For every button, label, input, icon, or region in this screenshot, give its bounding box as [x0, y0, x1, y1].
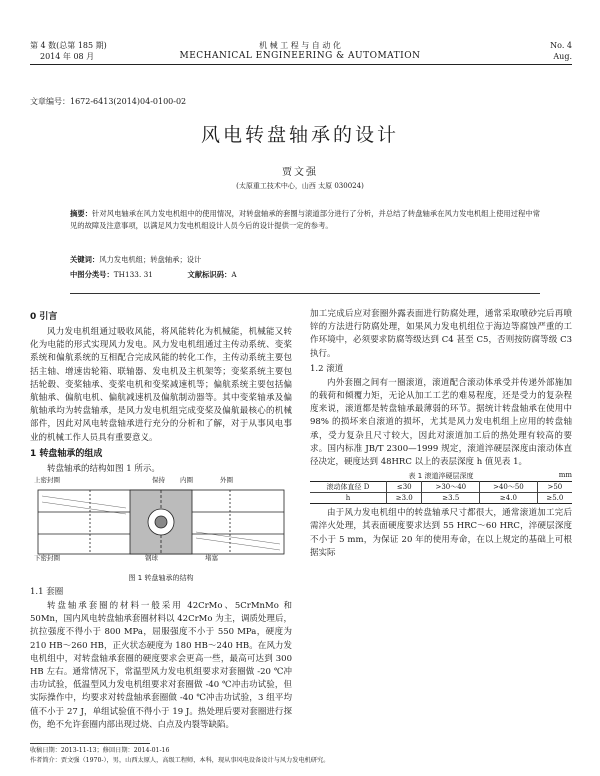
section-1-title: 1 转盘轴承的组成: [30, 448, 103, 459]
keywords: [70, 255, 201, 265]
keywords-label: 关键词：: [70, 255, 100, 264]
clc-number: TH133. 31: [113, 270, 153, 279]
month-en: Aug.: [553, 52, 572, 61]
author-bio: 作者简介：贾文强（1970-），男，山西太原人，高级工程师，本科，现从事风电设备设计与风力发电机研究。: [30, 757, 330, 764]
keywords-text: 风力发电机组；转盘轴承；设计: [99, 255, 202, 264]
table-cell: >50: [537, 482, 572, 493]
section-1-1-continuation: [310, 308, 572, 361]
s11-continued-text: 加工完成后应对套圈外露表面进行防腐处理，通常采取喷砂完后再喷锌的方法进行防腐处理，如果风力发电机组位于海边等腐蚀严重的工作环境中，必须要求防腐等级达到 C4 甚至 C5，否则按防腐等级 C3 执行。: [310, 309, 572, 359]
label-ball: 钢球: [145, 554, 158, 563]
table-1-caption: 表 1 滚道淬硬层深度: [408, 472, 474, 481]
section-0-paragraph: 风力发电机组通过吸收风能，将风能转化为机械能，机械能又转化为电能的形式实现风力发电。风力发电机组通过主传动系统、变桨系统和偏航系统的互相配合完成风能的转化工作，主传动系统主要包括主轴、增速齿轮箱、联轴器、发电机及主机架等；变桨系统主要包括轮毂、变桨轴承、变桨电机和变桨减速机等；偏航系统主要包括偏航轴承、偏航电机、偏航减速机及偏航制动器等。其中变桨轴承及偏航轴承均为转盘轴承，是风力发电机组完成变桨及偏航最核心的机械部件，因此对风电转盘轴承进行充分的分析和了解，对于从事风电事业的机械工作人员具有重要意义。: [30, 327, 292, 443]
figure-1: [30, 478, 292, 573]
table-cell: >40～50: [480, 482, 538, 493]
footnote-rule: [30, 743, 150, 744]
abstract-rule: [70, 293, 540, 294]
table-1: [310, 471, 572, 504]
label-lower-seal: 下密封圈: [34, 554, 60, 563]
label-plug: 堵塞: [205, 554, 218, 563]
label-outer-ring: 外圈: [220, 476, 233, 485]
table-cell: ≤30: [386, 482, 422, 493]
journal-title-cn: 机 械 工 程 与 自 动 化: [259, 41, 341, 50]
section-1-2-paragraph: 内外套圈之间有一圈滚道，滚道配合滚动体承受并传递外部施加的载荷和倾覆力矩，无论从加工工艺的难易程度，还是受力的复杂程度来说，滚道都是转盘轴承最薄弱的环节。据统计转盘轴承在使用中 98% 的损坏来自滚道的损坏，尤其是风力发电机组上应用的转盘轴承，受力复杂且尺寸较大，因此对滚道加工后的热处理有较高的要求。国内标准 JB/T 2300—1999 规定，滚道淬硬层深度由滚动体直径决定，硬度达到 48HRC 以上的表层深度 h 值见表 1。: [310, 377, 572, 468]
abstract-text: 针对风电轴承在风力发电机组中的使用情况，对转盘轴承的套圈与滚道部分进行了分析，并总结了转盘轴承在风力发电机组上使用过程中常见的故障及注意事项，以满足风力发电机组设计人员今后的设计提供一定的参考。: [70, 209, 541, 230]
section-1-paragraph: 转盘轴承的结构如图 1 所示。: [47, 463, 160, 474]
bearing-diagram: [30, 478, 292, 563]
issue-date: 2014 年 08 月: [40, 52, 95, 61]
doc-label: 文献标识码：: [187, 270, 232, 279]
table-cell: ≥3.5: [422, 493, 480, 504]
table-cell: ≥3.0: [386, 493, 422, 504]
footnote: [30, 746, 575, 766]
table-1-unit: mm: [558, 471, 572, 480]
section-0-title: 0 引言: [30, 312, 58, 322]
issue-no-en: No. 4: [550, 41, 572, 50]
table-row: [310, 493, 572, 504]
article-id: 文章编号：1672-6413(2014)04-0100-02: [30, 97, 187, 106]
author: 贾文强: [282, 167, 318, 178]
journal-title-en: MECHANICAL ENGINEERING & AUTOMATION: [179, 51, 421, 61]
affiliation: (太原重工技术中心，山西 太原 030024): [236, 182, 364, 190]
label-inner-ring: 内圈: [180, 476, 193, 485]
table-cell: 滚动体直径 D: [310, 482, 386, 493]
abstract: [70, 208, 540, 231]
header-rule: [30, 64, 572, 65]
right-column: [310, 308, 572, 560]
table-cell: ≥5.0: [537, 493, 572, 504]
journal-issue-en: [550, 40, 572, 62]
label-cage: 保持: [152, 476, 165, 485]
issue-number: 第 4 数(总第 185 期): [30, 41, 107, 50]
label-upper-seal: 上密封圈: [34, 476, 60, 485]
section-1-1-title: 1.1 套圈: [30, 587, 64, 598]
abstract-label: 摘要：: [70, 209, 93, 218]
received-date: 收稿日期：2013-11-13；修回日期：2014-01-16: [30, 747, 170, 754]
page-title: 风电转盘轴承的设计: [200, 124, 399, 146]
section-1-2-paragraph-2: 由于风力发电机组中的转盘轴承尺寸都很大，通常滚道加工完后需淬火处理，其表面硬度要求达到 55 HRC～60 HRC，淬硬层深度不小于 5 mm，为保证 20 年的使用寿命，在以上规定的基础上可根据实际: [310, 508, 572, 558]
table-cell: >30～40: [422, 482, 480, 493]
table-cell: ≥4.0: [480, 493, 538, 504]
table-row: [310, 482, 572, 493]
table-1-grid: [310, 481, 572, 504]
clc-label: 中图分类号：: [70, 270, 114, 279]
classification: [70, 270, 237, 280]
section-1-2-title: 1.2 滚道: [310, 363, 344, 374]
journal-name: [160, 40, 440, 62]
left-column: [30, 308, 292, 730]
table-cell: h: [345, 494, 351, 503]
figure-1-caption: 图 1 转盘轴承的结构: [128, 574, 194, 583]
section-1-1-paragraph: 转盘轴承套圈的材料一般采用 42CrMo、5CrMnMo 和 50Mn，国内风电转盘轴承套圈材料以 42CrMo 为主，调质处理后，抗拉强度不得小于 800 MPa，屈服强度不小于 550 MPa，硬度为 210 HB～260 HB，正火状态硬度为 180 HB～240 HB。在风力发电机组中，对转盘轴承套圈的硬度要求会更高一些，最高可达到 300 HB 左右。通常情况下，常温型风力发电机组要求对套圈做 -20 ℃冲击功试验，低温型风力发电机组要求对套圈做 -40 ℃冲击功试验，但实际操作中，均要求对转盘轴承套圈做 -40 ℃冲击功试验，3 组平均值不小于 27 J，单组试验值不得小于 19 J。热处理后要对套圈进行探伤，绝不允许套圈内部出现过烧、白点及内裂等缺陷。: [30, 601, 292, 730]
doc-code: A: [231, 270, 237, 279]
journal-issue: [30, 40, 107, 62]
